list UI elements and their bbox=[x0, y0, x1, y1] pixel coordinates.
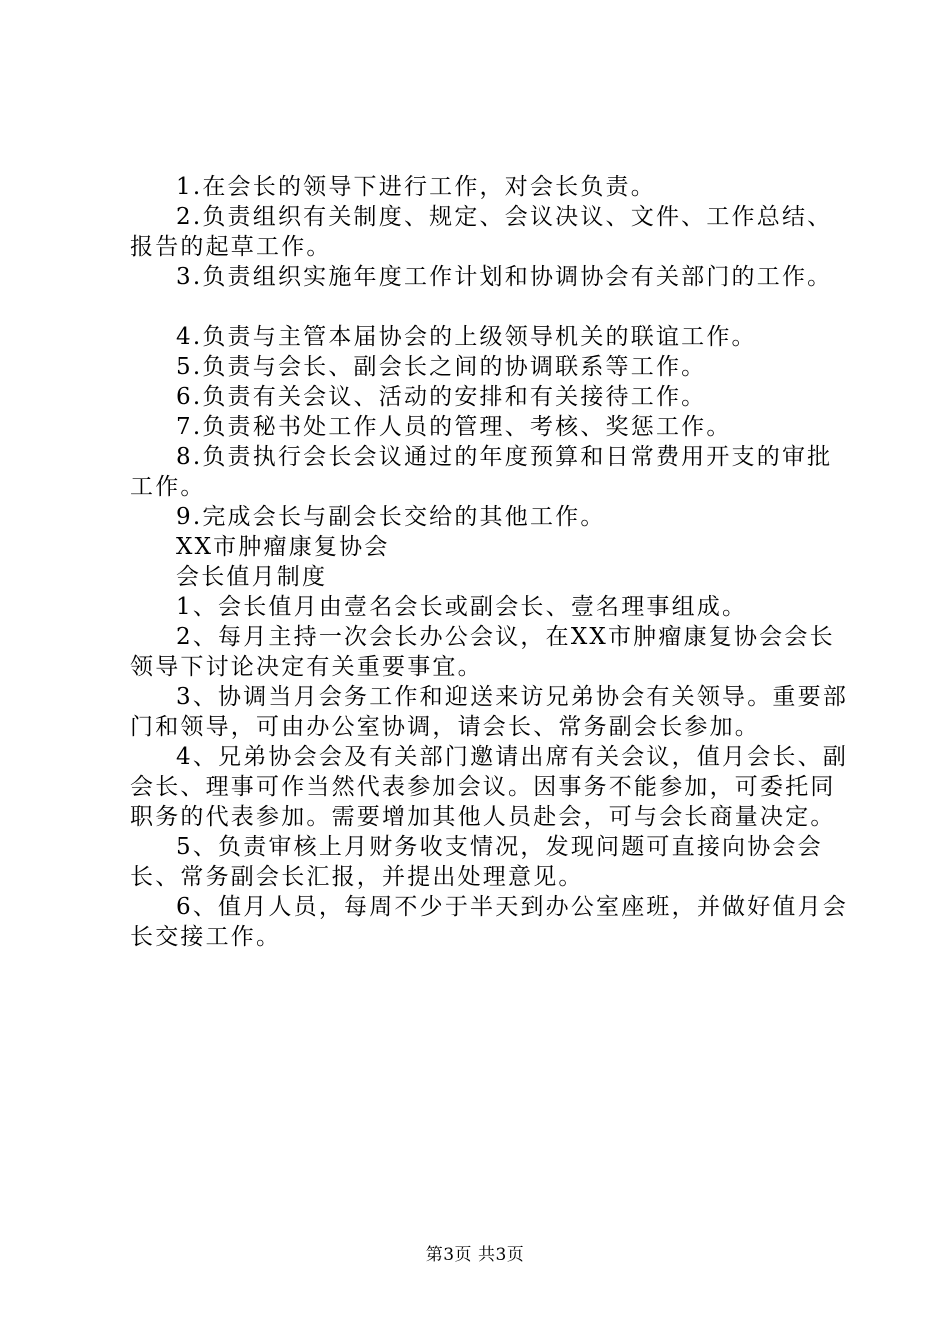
document-body bbox=[130, 172, 850, 952]
paragraph-duty-9: 9.完成会长与副会长交给的其他工作。 bbox=[176, 504, 606, 530]
paragraph-duty-7: 7.负责秘书处工作人员的管理、考核、奖惩工作。 bbox=[176, 414, 732, 440]
paragraph-rule-3: 3、协调当月会务工作和迎送来访兄弟协会有关领导。重要部门和领导，可由办公室协调，请会长、常务副会长参加。 bbox=[130, 684, 849, 740]
paragraph-rule-4: 4、兄弟协会会及有关部门邀请出席有关会议，值月会长、副会长、理事可作当然代表参加会议。因事务不能参加，可委托同职务的代表参加。需要增加其他人员赴会，可与会长商量决定。 bbox=[130, 744, 849, 830]
organization-name: XX市肿瘤康复协会 bbox=[176, 534, 390, 560]
paragraph-duty-1: 1.在会长的领导下进行工作，对会长负责。 bbox=[176, 174, 656, 200]
paragraph-rule-5: 5、负责审核上月财务收支情况，发现问题可直接向协会会长、常务副会长汇报，并提出处理意见。 bbox=[130, 834, 823, 890]
page-number-footer: 第3页 共3页 bbox=[425, 1245, 525, 1265]
paragraph-duty-6: 6.负责有关会议、活动的安排和有关接待工作。 bbox=[176, 384, 707, 410]
paragraph-duty-8: 8.负责执行会长会议通过的年度预算和日常费用开支的审批工作。 bbox=[130, 444, 833, 500]
paragraph-duty-2: 2.负责组织有关制度、规定、会议决议、文件、工作总结、报告的起草工作。 bbox=[130, 204, 833, 260]
paragraph-duty-4: 4.负责与主管本届协会的上级领导机关的联谊工作。 bbox=[176, 324, 757, 350]
paragraph-duty-5: 5.负责与会长、副会长之间的协调联系等工作。 bbox=[176, 354, 707, 380]
paragraph-rule-2: 2、每月主持一次会长办公会议，在XX市肿瘤康复协会会长领导下讨论决定有关重要事宜。 bbox=[130, 624, 835, 680]
paragraph-rule-1: 1、会长值月由壹名会长或副会长、壹名理事组成。 bbox=[176, 594, 748, 620]
paragraph-rule-6: 6、值月人员，每周不少于半天到办公室座班，并做好值月会长交接工作。 bbox=[130, 894, 849, 950]
section-title: 会长值月制度 bbox=[176, 564, 328, 590]
paragraph-duty-3: 3.负责组织实施年度工作计划和协调协会有关部门的工作。 bbox=[176, 264, 833, 290]
